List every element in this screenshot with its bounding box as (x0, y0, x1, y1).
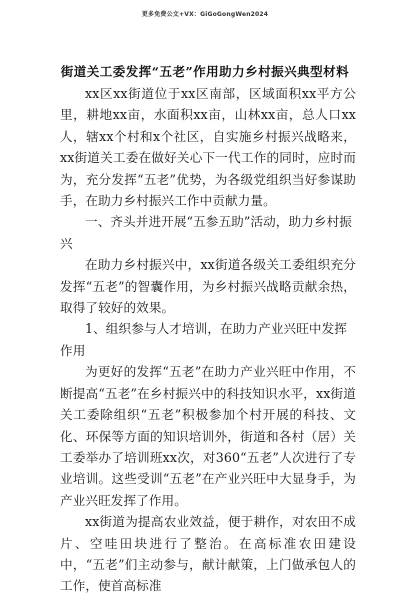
paragraph-intro: xx区xx街道位于xx区南部，区域面积xx平方公里，耕地xx亩，水面积xx亩，山林xx亩，总人口xx人，辖xx个村和x个社区，自实施乡村振兴战略来，xx街道关工委在做好关心下一代工作的同时，应时而为，充分发挥“五老”优势，为各级党组织当好参谋助手，在助力乡村振兴工作中贡献力量。 (60, 86, 356, 209)
document-title: 街道关工委发挥“五老”作用助力乡村振兴典型材料 (60, 64, 350, 79)
paragraph-training: 为更好的发挥“五老”在助力产业兴旺中作用，不断提高“五老”在乡村振兴中的科技知识水平，xx街道关工委除组织“五老”积极参加个村开展的科技、文化、环保等方面的知识培训外，街道和各村（居）关工委举办了培训班xx次，对360“五老”人次进行了专业培训。这些受训“五老”在产业兴旺中大显身手，为产业兴旺发挥了作用。 (60, 364, 356, 508)
paragraph-farmland: xx街道为提高农业效益，便于耕作，对农田不成片、空哇田块进行了整治。在高标准农田建设中，“五老”们主动参与，献计献策，上门做承包人的工作，使首高标准 (60, 514, 356, 594)
section-heading-1: 一、齐头并进开展“五参五助”活动，助力乡村振兴 (60, 214, 352, 251)
paragraph-section-1: 在助力乡村振兴中，xx街道各级关工委组织充分发挥“五老”的智囊作用，为乡村振兴战略贡献余热，取得了较好的效果。 (60, 257, 356, 316)
header-promo-note: 更多免费公文+VX：GiGoGongWen2024 (141, 11, 269, 18)
subsection-heading-1: 1、组织参与人才培训，在助力产业兴旺中发挥作用 (60, 321, 347, 358)
document-body (60, 83, 356, 597)
